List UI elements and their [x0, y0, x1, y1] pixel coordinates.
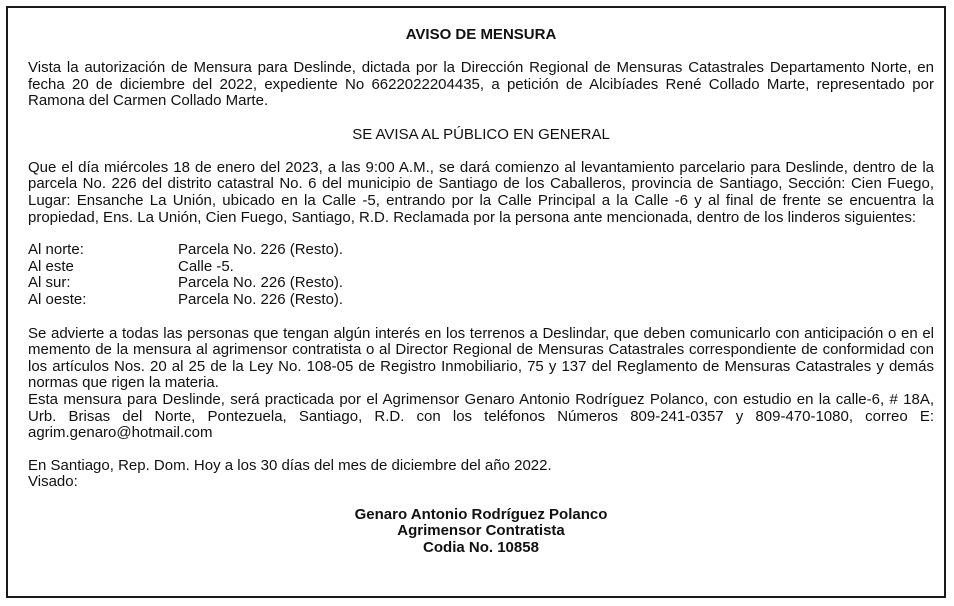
- notice-content: [28, 26, 934, 557]
- signatory-codia: Codia No. 10858: [423, 539, 539, 557]
- spacer: [28, 442, 934, 458]
- public-notice-heading: SE AVISA AL PÚBLICO EN GENERAL: [352, 125, 610, 143]
- warning-paragraph: Se advierte a todas las personas que tengan algún interés en los terrenos a Deslindar, que deben comunicarlo con anticipación o en el memento de la mensura al agrimensor contratista o al Director Regional de Mensuras Catastrales correspondiente de conformidad con los artículos Nos. 20 al 25 de la Ley No. 108-05 de Registro Inmobiliario, 75 y 137 del Reglamento de Mensuras Catastrales y demás normas que rigen la materia.: [28, 324, 934, 392]
- visado-label: Visado:: [28, 473, 78, 491]
- closing-date-line: En Santiago, Rep. Dom. Hoy a los 30 días del mes de diciembre del año 2022.: [28, 456, 552, 474]
- boundary-value: Parcela No. 226 (Resto).: [178, 241, 344, 259]
- boundary-label: Al norte:: [28, 241, 84, 259]
- survey-details-paragraph: Que el día miércoles 18 de enero del 2023, a las 9:00 A.M., se dará comienzo al levantamiento parcelario para Deslinde, dentro de la parcela No. 226 del distrito catastral No. 6 del municipio de Santiago de los Caballeros, provincia de Santiago, Sección: Cien Fuego, Lugar: Ensanche La Unión, ubicado en la Calle -5, entrando por la Calle Principal a la Calle -6 y al final de frente se encuentra la propiedad, Ens. La Unión, Cien Fuego, Santiago, R.D. Reclamada por la persona ante mencionada, dentro de los linderos siguientes:: [28, 158, 934, 226]
- boundary-row-north: [28, 242, 934, 259]
- boundary-label: Al este: [28, 257, 74, 275]
- boundary-value: Parcela No. 226 (Resto).: [178, 290, 344, 308]
- boundary-row-west: [28, 292, 934, 309]
- signatory-role: Agrimensor Contratista: [397, 522, 565, 540]
- boundary-label: Al oeste:: [28, 290, 87, 308]
- boundary-value: Calle -5.: [178, 257, 234, 275]
- notice-title: AVISO DE MENSURA: [405, 26, 557, 43]
- signatory-name: Genaro Antonio Rodríguez Polanco: [354, 505, 608, 523]
- intro-paragraph: Vista la autorización de Mensura para Deslinde, dictada por la Dirección Regional de Mensuras Catastrales Departamento Norte, en fecha 20 de diciembre del 2022, expediente No 6622022204435, a petición de Alcibíades René Collado Marte, representado por Ramona del Carmen Collado Marte.: [28, 59, 934, 110]
- boundary-row-south: [28, 275, 934, 292]
- boundary-label: Al sur:: [28, 274, 71, 292]
- notice-frame: [6, 6, 946, 598]
- boundaries-list: [28, 242, 934, 308]
- boundary-value: Parcela No. 226 (Resto).: [178, 274, 344, 292]
- surveyor-paragraph: Esta mensura para Deslinde, será practicada por el Agrimensor Genaro Antonio Rodríguez Polanco, con estudio en la calle-6, # 18A, Urb. Brisas del Norte, Pontezuela, Santiago, R.D. con los teléfonos Números 809-241-0357 y 809-470-1080, correo E: agrim.genaro@hotmail.com: [28, 390, 934, 442]
- boundary-row-east: [28, 259, 934, 276]
- signature-block: [28, 507, 934, 557]
